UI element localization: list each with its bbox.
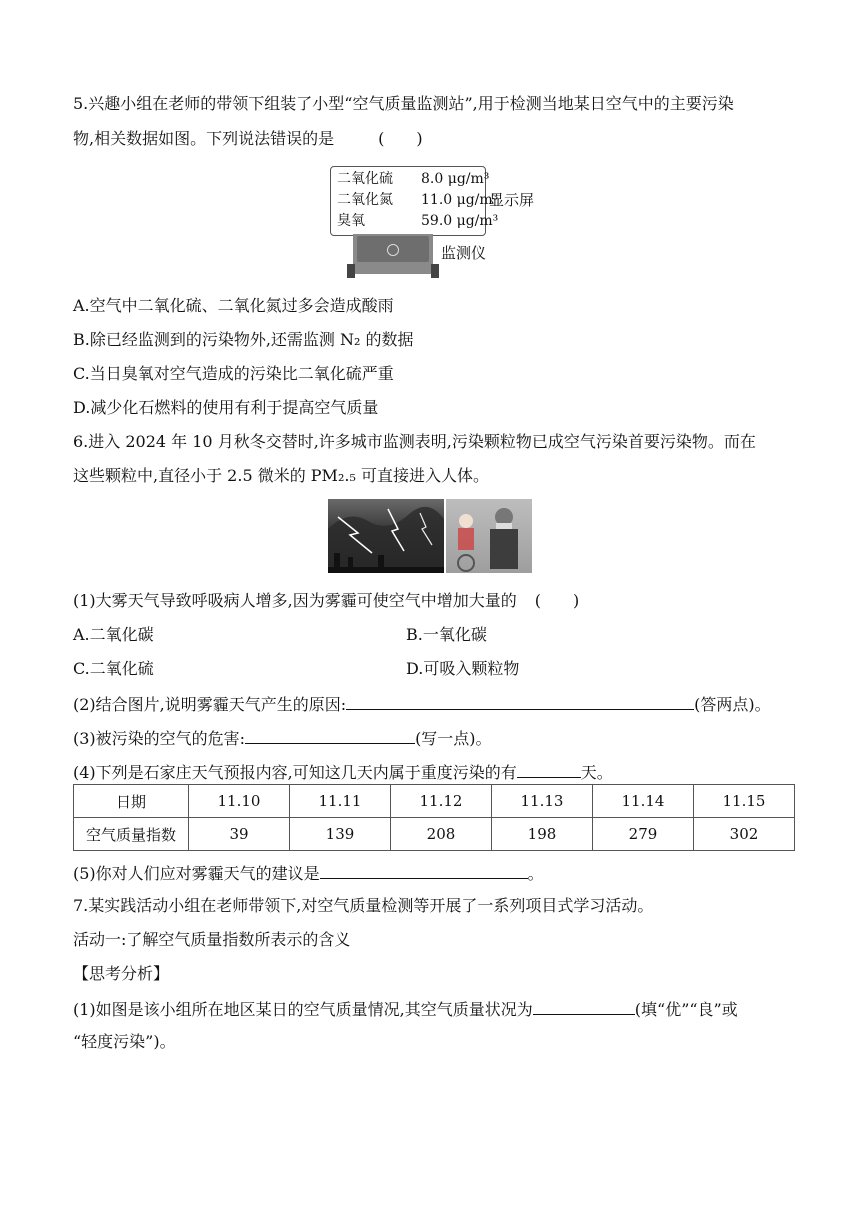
- table-row-aqi: [74, 818, 795, 851]
- q6-sub1-paren: ( ): [534, 591, 580, 610]
- aqi-table: [73, 784, 795, 851]
- q6-sub4: [73, 761, 613, 783]
- q6-sub3: [73, 727, 492, 749]
- monitor-device-image: [353, 234, 433, 274]
- display-so2-name: 二氧化硫: [337, 171, 393, 187]
- q7-sub1-hint: (填“优”“良”或: [634, 1000, 738, 1019]
- q5-stem-text: 物,相关数据如图。下列说法错误的是: [73, 129, 335, 148]
- table-cell-date: 11.14: [593, 785, 694, 818]
- table-cell-aqi: 208: [391, 818, 492, 851]
- table-cell-date: 11.13: [492, 785, 593, 818]
- table-cell-date: 11.10: [189, 785, 290, 818]
- table-header-date: 日期: [74, 785, 189, 818]
- smog-people-photo: [446, 499, 532, 573]
- q5-answer-paren: ( ): [378, 129, 423, 148]
- display-row-no2: [337, 191, 499, 209]
- display-no2-value: 11.0 μg/m³: [421, 192, 499, 208]
- q6-stem-line1: 6.进入 2024 年 10 月秋冬交替时,许多城市监测表明,污染颗粒物已成空气污染首要污染物。而在: [73, 432, 756, 451]
- display-so2-value: 8.0 μg/m³: [421, 171, 490, 187]
- table-row-dates: [74, 785, 795, 818]
- table-cell-aqi: 302: [694, 818, 795, 851]
- display-o3-name: 臭氧: [337, 213, 365, 229]
- q6-sub5-prompt: (5)你对人们应对雾霾天气的建议是: [73, 864, 320, 883]
- label-device: 监测仪: [441, 244, 487, 262]
- q6-sub2-answer-blank[interactable]: [346, 693, 694, 710]
- q7-section-title: 【思考分析】: [73, 964, 170, 983]
- smog-factory-photo: [328, 499, 444, 573]
- q7-activity1: 活动一:了解空气质量指数所表示的含义: [73, 930, 351, 949]
- q7-stem: 7.某实践活动小组在老师带领下,对空气质量检测等开展了一系列项目式学习活动。: [73, 896, 654, 915]
- table-cell-date: 11.11: [290, 785, 391, 818]
- q6-sub3-prompt: (3)被污染的空气的危害:: [73, 729, 246, 748]
- q5-option-d: D.减少化石燃料的使用有利于提高空气质量: [73, 398, 379, 417]
- q6-sub2: [73, 693, 771, 715]
- q7-sub1-answer-blank[interactable]: [533, 998, 635, 1015]
- q6-option-b: B.一氧化碳: [406, 625, 487, 644]
- q6-sub2-hint: (答两点)。: [694, 695, 771, 714]
- device-foot-right: [431, 264, 439, 278]
- table-cell-date: 11.15: [694, 785, 795, 818]
- q6-stem-line2: 这些颗粒中,直径小于 2.5 微米的 PM₂.₅ 可直接进入人体。: [73, 466, 489, 485]
- display-row-o3: [337, 212, 499, 230]
- device-foot-left: [347, 264, 355, 278]
- q6-sub4-unit: 天。: [580, 763, 613, 782]
- label-screen: 显示屏: [489, 191, 535, 209]
- display-row-so2: [337, 170, 490, 188]
- table-cell-date: 11.12: [391, 785, 492, 818]
- display-o3-value: 59.0 μg/m³: [421, 213, 499, 229]
- q6-sub5: [73, 862, 544, 884]
- q5-stem-line2: [73, 129, 423, 149]
- q6-sub3-hint: (写一点)。: [415, 729, 492, 748]
- q7-sub1-prompt: (1)如图是该小组所在地区某日的空气质量情况,其空气质量状况为: [73, 1000, 533, 1019]
- q5-stem-line1: 5.兴趣小组在老师的带领下组装了小型“空气质量监测站”,用于检测当地某日空气中的主要污染: [73, 94, 734, 113]
- table-cell-aqi: 279: [593, 818, 694, 851]
- display-no2-name: 二氧化氮: [337, 192, 393, 208]
- q6-sub4-answer-blank[interactable]: [517, 761, 581, 778]
- table-cell-aqi: 39: [189, 818, 290, 851]
- q6-sub5-answer-blank[interactable]: [320, 862, 528, 879]
- q5-option-b: B.除已经监测到的污染物外,还需监测 N₂ 的数据: [73, 330, 414, 349]
- q6-sub1-text: (1)大雾天气导致呼吸病人增多,因为雾霾可使空气中增加大量的: [73, 591, 517, 610]
- q6-option-a: A.二氧化碳: [73, 625, 154, 644]
- table-header-aqi: 空气质量指数: [74, 818, 189, 851]
- q6-option-d: D.可吸入颗粒物: [406, 659, 520, 678]
- monitor-display-screen: [330, 166, 499, 236]
- q7-sub1: [73, 998, 738, 1020]
- q5-option-c: C.当日臭氧对空气造成的污染比二氧化硫严重: [73, 364, 394, 383]
- q6-option-c: C.二氧化硫: [73, 659, 154, 678]
- q6-sub1: [73, 591, 579, 611]
- device-logo-icon: [387, 244, 399, 256]
- q7-sub1-line2: “轻度污染”)。: [73, 1032, 176, 1051]
- q6-sub3-answer-blank[interactable]: [245, 727, 415, 744]
- q6-sub4-prompt: (4)下列是石家庄天气预报内容,可知这几天内属于重度污染的有: [73, 763, 517, 782]
- table-cell-aqi: 139: [290, 818, 391, 851]
- q6-sub2-prompt: (2)结合图片,说明雾霾天气产生的原因:: [73, 695, 347, 714]
- q6-sub5-end: 。: [527, 864, 544, 883]
- q5-option-a: A.空气中二氧化硫、二氧化氮过多会造成酸雨: [73, 296, 394, 315]
- table-cell-aqi: 198: [492, 818, 593, 851]
